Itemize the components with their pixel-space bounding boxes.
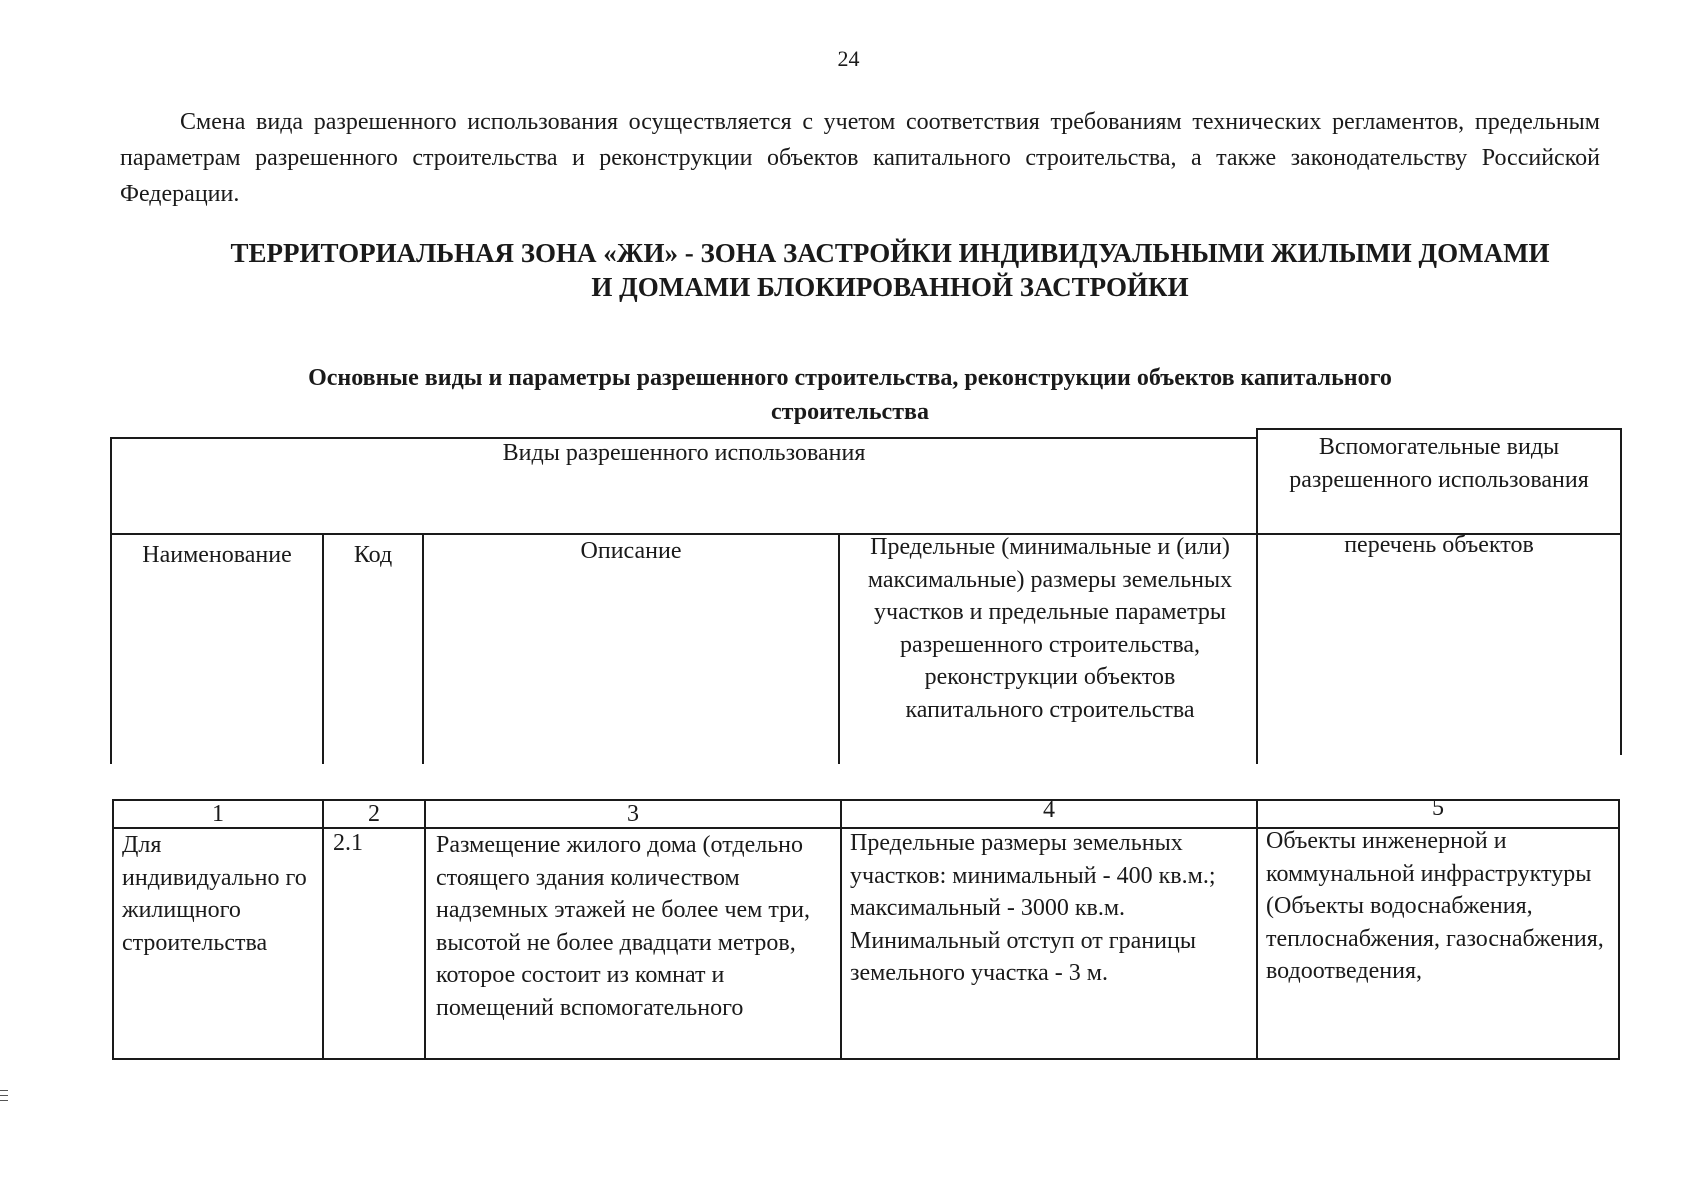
column-number: 1 — [212, 801, 224, 827]
group-header-main: Виды разрешенного использования — [502, 440, 866, 466]
table-rule — [112, 1058, 1620, 1060]
column-header-name: Наименование — [142, 542, 292, 568]
column-header-limits: Предельные (минимальные и (или) максимальные) размеры земельных участков и предельные параметры разрешенного строительства, реконструкции объектов капитального строительства — [867, 534, 1233, 723]
table-rule — [112, 799, 114, 1060]
table-rule — [840, 799, 842, 1060]
table-rule — [110, 437, 112, 764]
table-rule — [1256, 799, 1258, 1060]
section-title — [110, 361, 1590, 429]
page-number: 24 — [837, 46, 860, 71]
zone-title-line-2: И ДОМАМИ БЛОКИРОВАННОЙ ЗАСТРОЙКИ — [591, 272, 1189, 302]
zone-title — [150, 236, 1630, 304]
row-auxiliary: Объекты инженерной и коммунальной инфраструктуры (Объекты водоснабжения, теплоснабжения, газоснабжения, водоотведения, — [1266, 828, 1604, 984]
column-number: 5 — [1432, 795, 1444, 821]
section-title-line-2: строительства — [771, 399, 929, 425]
column-header-code: Код — [353, 542, 393, 568]
table-rule — [1256, 428, 1258, 764]
table-rule — [838, 533, 840, 764]
column-number: 4 — [1043, 797, 1055, 823]
column-number: 2 — [368, 801, 380, 827]
column-header-auxiliary-list: перечень объектов — [1344, 532, 1534, 558]
zone-title-line-1: ТЕРРИТОРИАЛЬНАЯ ЗОНА «ЖИ» - ЗОНА ЗАСТРОЙКИ ИНДИВИДУАЛЬНЫМИ ЖИЛЫМИ ДОМАМИ — [230, 238, 1550, 268]
row-code: 2.1 — [333, 830, 363, 856]
section-title-line-1: Основные виды и параметры разрешенного строительства, реконструкции объектов капитального — [308, 365, 1392, 391]
column-header-description: Описание — [580, 538, 682, 564]
scan-mark — [0, 1100, 8, 1101]
table-rule — [1618, 799, 1620, 1060]
table-rule — [422, 533, 424, 764]
row-name: Для индивидуально го жилищного строительства — [122, 832, 307, 956]
table-rule — [322, 799, 324, 1060]
table-rule — [1256, 428, 1622, 430]
table-rule — [1620, 428, 1622, 755]
table-rule — [424, 799, 426, 1060]
intro-paragraph: Смена вида разрешенного использования осуществляется с учетом соответствия требованиям технических регламентов, предельным параметрам разрешенного строительства и реконструкции объектов капитального строительства, а также законодательству Российской Федерации. — [120, 109, 1600, 207]
row-description: Размещение жилого дома (отдельно стоящего здания количеством надземных этажей не более чем три, высотой не более двадцати метров, которое состоит из комнат и помещений вспомогательного — [436, 832, 810, 1021]
scan-mark — [0, 1095, 8, 1096]
column-number: 3 — [627, 801, 639, 827]
row-limits: Предельные размеры земельных участков: минимальный - 400 кв.м.; максимальный - 3000 кв.м. Минимальный отступ от границы земельного участка - 3 м. — [850, 830, 1216, 986]
scan-mark — [0, 1090, 8, 1091]
group-header-auxiliary: Вспомогательные виды разрешенного использования — [1289, 434, 1589, 493]
